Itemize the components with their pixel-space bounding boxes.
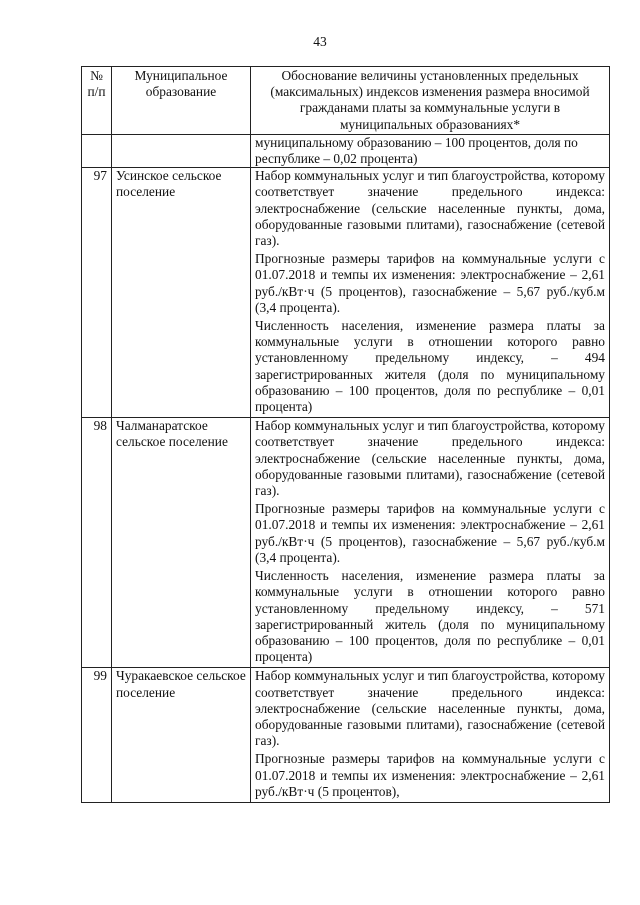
services-paragraph: Набор коммунальных услуг и тип благоустройства, которому соответствует значение предельного индекса: электроснабжение (сельские населенные пункты, дома, оборудованные газовыми плитами), газоснабжение (сетевой газ). bbox=[255, 168, 605, 249]
justification-cell bbox=[251, 168, 610, 418]
justification-cell bbox=[251, 418, 610, 668]
row-number-cell: 99 bbox=[82, 668, 112, 803]
services-paragraph: Набор коммунальных услуг и тип благоустройства, которому соответствует значение предельного индекса: электроснабжение (сельские населенные пункты, дома, оборудованные газовыми плитами), газоснабжение (сетевой газ). bbox=[255, 418, 605, 499]
table-row bbox=[82, 168, 610, 418]
row-number-cell: 98 bbox=[82, 418, 112, 668]
population-paragraph: Численность населения, изменение размера платы за коммунальные услуги в отношении которого равно установленному предельному индексу, – 571 зарегистрированный житель (доля по муниципальному образованию – 100 процентов, доля по республике – 0,01 процента) bbox=[255, 568, 605, 665]
justification-cell bbox=[251, 134, 610, 167]
table-row-continuation bbox=[82, 134, 610, 167]
municipality-cell bbox=[112, 134, 251, 167]
tariff-index-table bbox=[81, 66, 610, 803]
row-number-cell: 97 bbox=[82, 168, 112, 418]
header-number: № п/п bbox=[82, 67, 112, 135]
population-paragraph: Численность населения, изменение размера платы за коммунальные услуги в отношении которого равно установленному предельному индексу, – 494 зарегистрированных жителя (доля по муниципальному образованию – 100 процентов, доля по республике – 0,01 процента) bbox=[255, 318, 605, 415]
services-paragraph: Набор коммунальных услуг и тип благоустройства, которому соответствует значение предельного индекса: электроснабжение (сельские населенные пункты, дома, оборудованные газовыми плитами), газоснабжение (сетевой газ). bbox=[255, 668, 605, 749]
municipality-cell: Усинское сельское поселение bbox=[112, 168, 251, 418]
justification-cell bbox=[251, 668, 610, 803]
tariffs-paragraph: Прогнозные размеры тарифов на коммунальные услуги с 01.07.2018 и темпы их изменения: электроснабжение – 2,61 руб./кВт·ч (5 процентов), bbox=[255, 751, 605, 799]
table-row bbox=[82, 418, 610, 668]
page-number: 43 bbox=[313, 34, 327, 49]
table-header-row bbox=[82, 67, 610, 135]
header-justification: Обоснование величины установленных предельных (максимальных) индексов изменения размера вносимой гражданами платы за коммунальные услуги в муниципальных образованиях* bbox=[251, 67, 610, 135]
continuation-text: муниципальному образованию – 100 процентов, доля по республике – 0,02 процента) bbox=[255, 134, 578, 167]
tariffs-paragraph: Прогнозные размеры тарифов на коммунальные услуги с 01.07.2018 и темпы их изменения: электроснабжение – 2,61 руб./кВт·ч (5 процентов), газоснабжение – 5,67 руб./куб.м (3,4 процента). bbox=[255, 501, 605, 565]
municipality-cell: Чуракаевское сельское поселение bbox=[112, 668, 251, 803]
row-number-cell bbox=[82, 134, 112, 167]
tariffs-paragraph: Прогнозные размеры тарифов на коммунальные услуги с 01.07.2018 и темпы их изменения: электроснабжение – 2,61 руб./кВт·ч (5 процентов), газоснабжение – 5,67 руб./куб.м (3,4 процента). bbox=[255, 251, 605, 315]
header-municipality: Муниципальное образование bbox=[112, 67, 251, 135]
municipality-cell: Чалманаратское сельское поселение bbox=[112, 418, 251, 668]
table-row bbox=[82, 668, 610, 803]
